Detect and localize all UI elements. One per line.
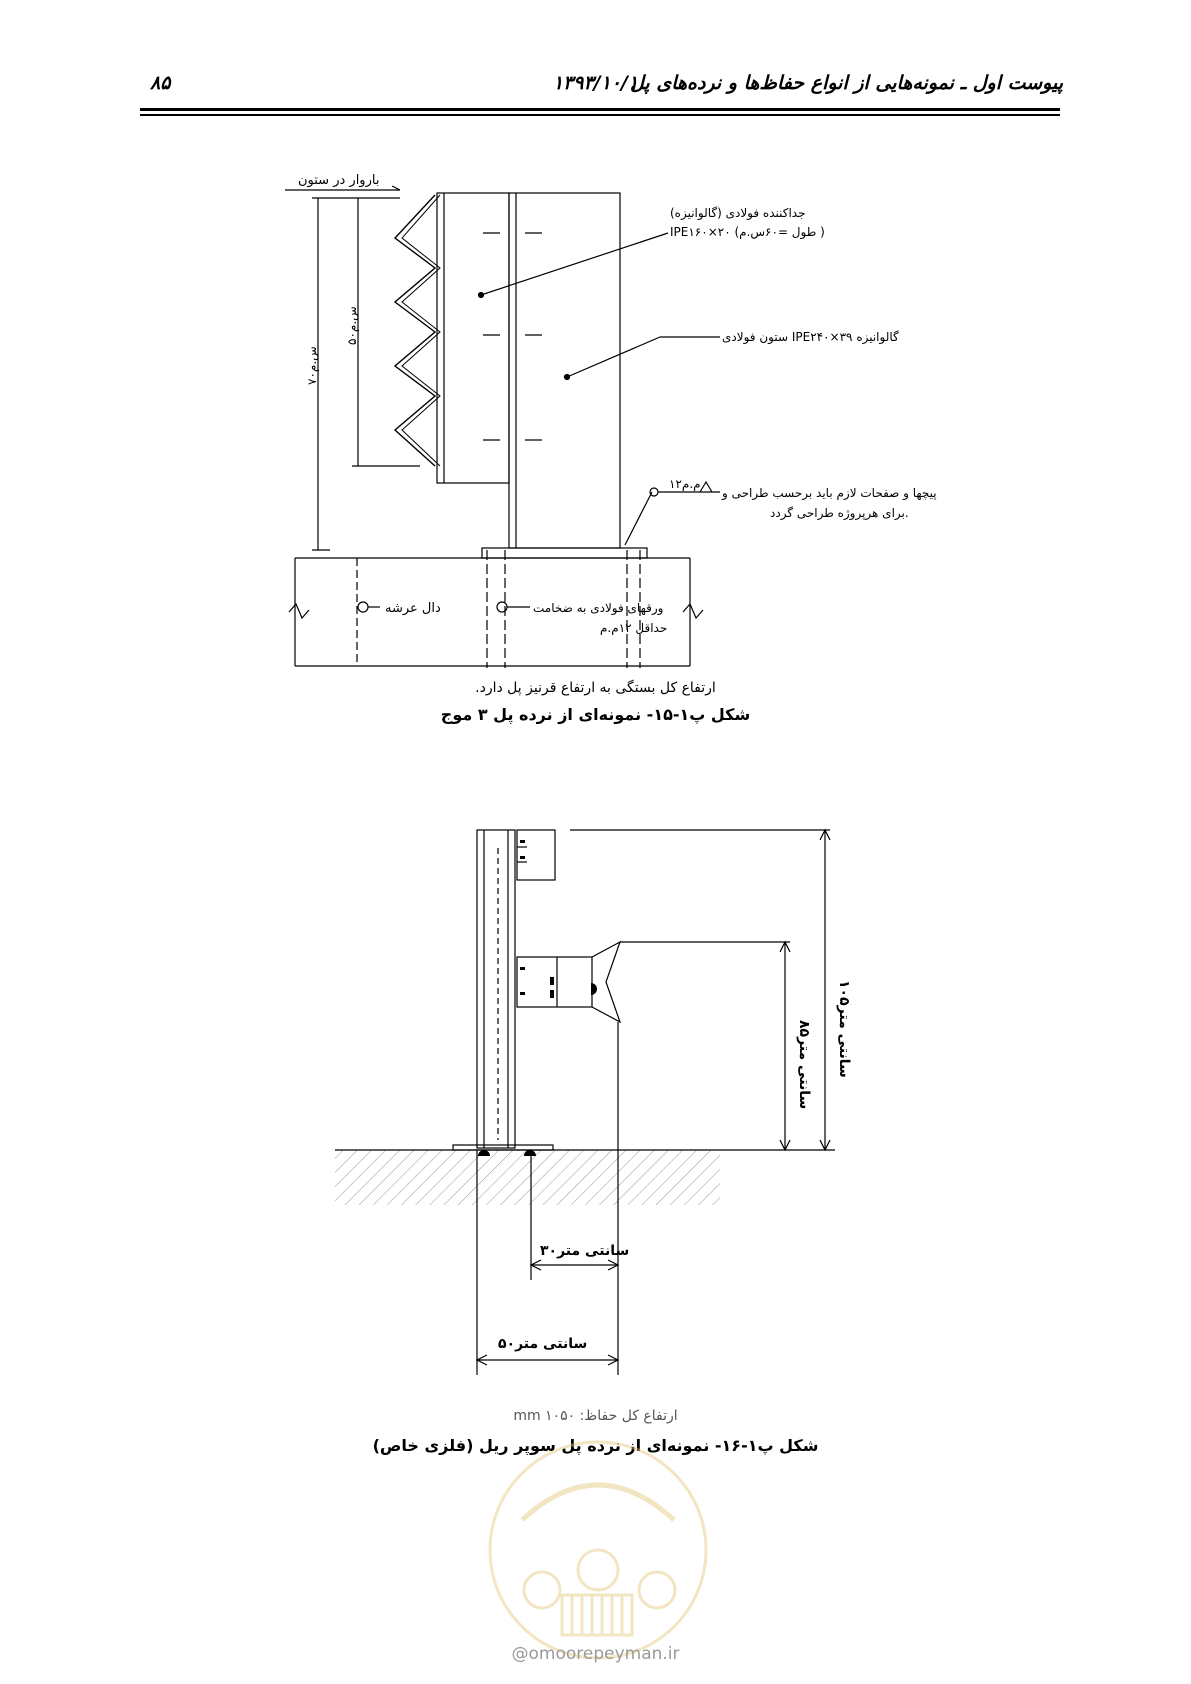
label-bolts-line1: پیچها و صفحات لازم باید برحسب طراحی و <box>722 486 937 500</box>
label-dim-105: ۱۰۵سانتی متر <box>836 980 852 1078</box>
figure-15-note: ارتفاع کل بستگی به ارتفاع قرنیز پل دارد. <box>475 680 716 696</box>
figure-16-note: ارتفاع کل حفاظ: ۱۰۵۰ mm <box>513 1408 678 1424</box>
label-deck-slab: دال عرشه <box>385 601 441 616</box>
label-dim-50: ۵۰سانتی متر <box>498 1336 588 1352</box>
label-column: ستون فولادی IPE۲۴۰×۳۹ گالوانیزه <box>722 330 899 344</box>
label-bolts-line2: برای هرپروژه طراحی گردد. <box>770 506 909 520</box>
label-rail-on-column: باروار در ستون <box>298 173 380 188</box>
label-spacer-line2: IPE۱۶۰×۲۰ (طول =۶۰س.م ) <box>670 225 825 239</box>
label-dim-70: ۷۰س.م <box>305 346 319 385</box>
figure-15-drawing <box>0 0 1191 640</box>
watermark-seal <box>482 1440 714 1640</box>
page-number: ۸۵ <box>150 72 171 94</box>
figure-16-drawing <box>0 800 1191 1400</box>
label-spacer-line1: جداکننده فولادی (گالوانیزه) <box>670 206 806 220</box>
label-weld: ۱۲م.م <box>669 477 701 491</box>
label-plate-line2: حداقل ۱۲م.م <box>600 621 668 635</box>
header-title: پیوست اول ـ نمونه‌هایی از انواع حفاظ‌ها و نرده‌های پل <box>630 72 1063 94</box>
label-dim-50: ۵۰س.م <box>345 306 359 345</box>
watermark-url: @omoorepeyman.ir <box>511 1644 680 1664</box>
figure-16-caption: شکل پ۱-۱۶- نمونه‌ای از نرده پل سوپر ریل (فلزی خاص) <box>372 1436 819 1455</box>
figure-15-caption: شکل پ۱-۱۵- نمونه‌ای از نرده پل ۳ موج <box>440 705 751 724</box>
header-date: ۱۳۹۳/۱۰/۱ <box>552 72 639 94</box>
label-plate-line1: ورقهای فولادی به ضخامت <box>533 601 664 615</box>
label-dim-85: ۸۵سانتی متر <box>796 1020 812 1110</box>
label-dim-30: ۳۰سانتی متر <box>540 1243 630 1259</box>
